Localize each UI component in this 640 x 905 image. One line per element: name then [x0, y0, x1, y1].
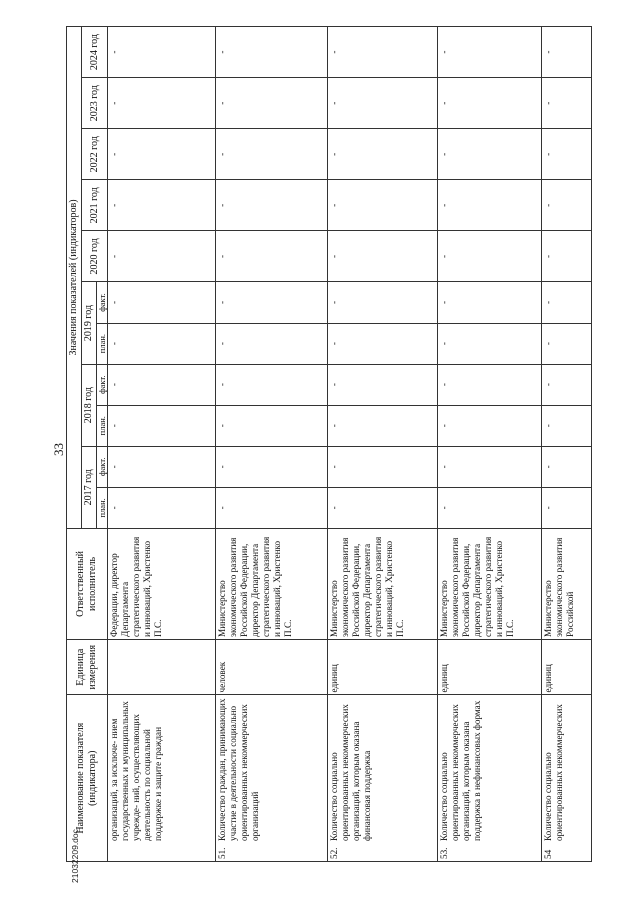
unit-cell: [108, 639, 216, 695]
value-cell: -: [542, 446, 592, 487]
value-cell: -: [438, 282, 542, 323]
value-cell: -: [108, 180, 216, 231]
indicator-cell: [108, 695, 216, 862]
header-indicator-name: Наименование показателя (индикатора): [67, 695, 108, 862]
header-year-2019: 2019 год: [82, 282, 97, 364]
value-cell: -: [108, 405, 216, 446]
header-year-2017: 2017 год: [82, 446, 97, 528]
value-cell: -: [542, 27, 592, 78]
value-cell: -: [328, 446, 438, 487]
value-cell: -: [328, 78, 438, 129]
responsible-cell: Министерство экономического развития Российской Федерации, директор Департамента стратегического развития и инноваций, Христенко П.С.: [216, 528, 328, 639]
header-year-2024: 2024 год: [82, 27, 108, 78]
value-cell: -: [438, 180, 542, 231]
header-year-2018: 2018 год: [82, 364, 97, 446]
table-row: [108, 27, 216, 862]
row-number: 51.: [217, 847, 228, 859]
value-cell: -: [216, 231, 328, 282]
unit-cell: единиц: [542, 639, 592, 695]
header-year-2023: 2023 год: [82, 78, 108, 129]
header-year-2021: 2021 год: [82, 180, 108, 231]
value-cell: -: [216, 78, 328, 129]
value-cell: -: [438, 231, 542, 282]
header-fact-2018: факт.: [97, 364, 108, 405]
row-number: 53.: [439, 847, 450, 859]
indicator-text: Количество социально ориентированных некоммерческих организаций, которым оказана поддержка в нефинансовых формах: [439, 700, 483, 841]
value-cell: -: [216, 405, 328, 446]
value-cell: -: [542, 78, 592, 129]
header-plan-2019: план.: [97, 323, 108, 364]
value-cell: -: [108, 364, 216, 405]
indicator-text: Количество социально ориентированных некоммерческих: [543, 704, 565, 841]
row-number: 52.: [329, 847, 340, 859]
value-cell: -: [328, 231, 438, 282]
header-fact-2019: факт.: [97, 282, 108, 323]
value-cell: -: [542, 180, 592, 231]
value-cell: -: [328, 487, 438, 528]
page-number: 33: [51, 443, 66, 456]
value-cell: -: [438, 364, 542, 405]
header-year-2020: 2020 год: [82, 231, 108, 282]
value-cell: -: [542, 282, 592, 323]
indicator-text: Количество социально ориентированных некоммерческих организаций, которым оказана финансовая поддержка: [329, 704, 373, 841]
value-cell: -: [328, 364, 438, 405]
table-row: [438, 27, 542, 862]
value-cell: -: [328, 405, 438, 446]
header-fact-2017: факт.: [97, 446, 108, 487]
responsible-cell: Министерство экономического развития Российской Федерации, директор Департамента стратегического развития и инноваций, Христенко П.С.: [328, 528, 438, 639]
value-cell: -: [438, 129, 542, 180]
header-plan-2018: план.: [97, 405, 108, 446]
table-row: [542, 27, 592, 862]
value-cell: -: [108, 78, 216, 129]
header-plan-2017: план.: [97, 487, 108, 528]
header-year-2022: 2022 год: [82, 129, 108, 180]
value-cell: -: [216, 323, 328, 364]
indicator-cell: [438, 695, 542, 862]
value-cell: -: [328, 180, 438, 231]
header-values: Значения показателей (индикаторов): [67, 27, 82, 529]
unit-cell: человек: [216, 639, 328, 695]
header-unit: Единица измерения: [67, 639, 108, 695]
header-row-1: [67, 27, 82, 862]
value-cell: -: [108, 323, 216, 364]
indicators-table: [66, 26, 592, 862]
value-cell: -: [216, 446, 328, 487]
value-cell: -: [108, 446, 216, 487]
indicator-cell: [216, 695, 328, 862]
rotated-page: [38, 18, 640, 862]
indicator-text: Количество граждан, принимающих участие в деятельности социально ориентированных некоммерческих организаций: [217, 698, 261, 841]
value-cell: -: [542, 487, 592, 528]
value-cell: -: [438, 323, 542, 364]
value-cell: -: [328, 129, 438, 180]
value-cell: -: [108, 487, 216, 528]
value-cell: -: [438, 78, 542, 129]
value-cell: -: [108, 27, 216, 78]
responsible-cell: Министерство экономического развития Российской Федерации, директор Департамента стратегического развития и инноваций, Христенко П.С.: [438, 528, 542, 639]
value-cell: -: [216, 180, 328, 231]
indicator-cell: [328, 695, 438, 862]
value-cell: -: [216, 364, 328, 405]
value-cell: -: [542, 323, 592, 364]
value-cell: -: [216, 487, 328, 528]
value-cell: -: [542, 129, 592, 180]
value-cell: -: [108, 282, 216, 323]
table-row: [216, 27, 328, 862]
responsible-cell: Министерство экономического развития Российской: [542, 528, 592, 639]
unit-cell: единиц: [328, 639, 438, 695]
value-cell: -: [438, 27, 542, 78]
value-cell: -: [438, 405, 542, 446]
file-name-footer: 21032209.doc: [70, 829, 80, 883]
header-responsible: Ответственный исполнитель: [67, 528, 108, 639]
indicator-cell: [542, 695, 592, 862]
value-cell: -: [438, 487, 542, 528]
indicator-text: организаций, за исключе- нием государственных и муниципальных учрежде- ний, осуществляющих деятельность по социальной поддержке и защите граждан: [109, 701, 164, 841]
responsible-cell: Федерации, директор Департамента стратегического развития и инноваций, Христенко П.С.: [108, 528, 216, 639]
value-cell: -: [542, 405, 592, 446]
unit-cell: единиц: [438, 639, 542, 695]
value-cell: -: [108, 129, 216, 180]
value-cell: -: [216, 27, 328, 78]
value-cell: -: [328, 323, 438, 364]
table-row: [328, 27, 438, 862]
row-number: 54: [543, 849, 554, 859]
value-cell: -: [328, 282, 438, 323]
value-cell: -: [438, 446, 542, 487]
value-cell: -: [216, 129, 328, 180]
value-cell: -: [216, 282, 328, 323]
value-cell: -: [108, 231, 216, 282]
value-cell: -: [328, 27, 438, 78]
value-cell: -: [542, 231, 592, 282]
value-cell: -: [542, 364, 592, 405]
